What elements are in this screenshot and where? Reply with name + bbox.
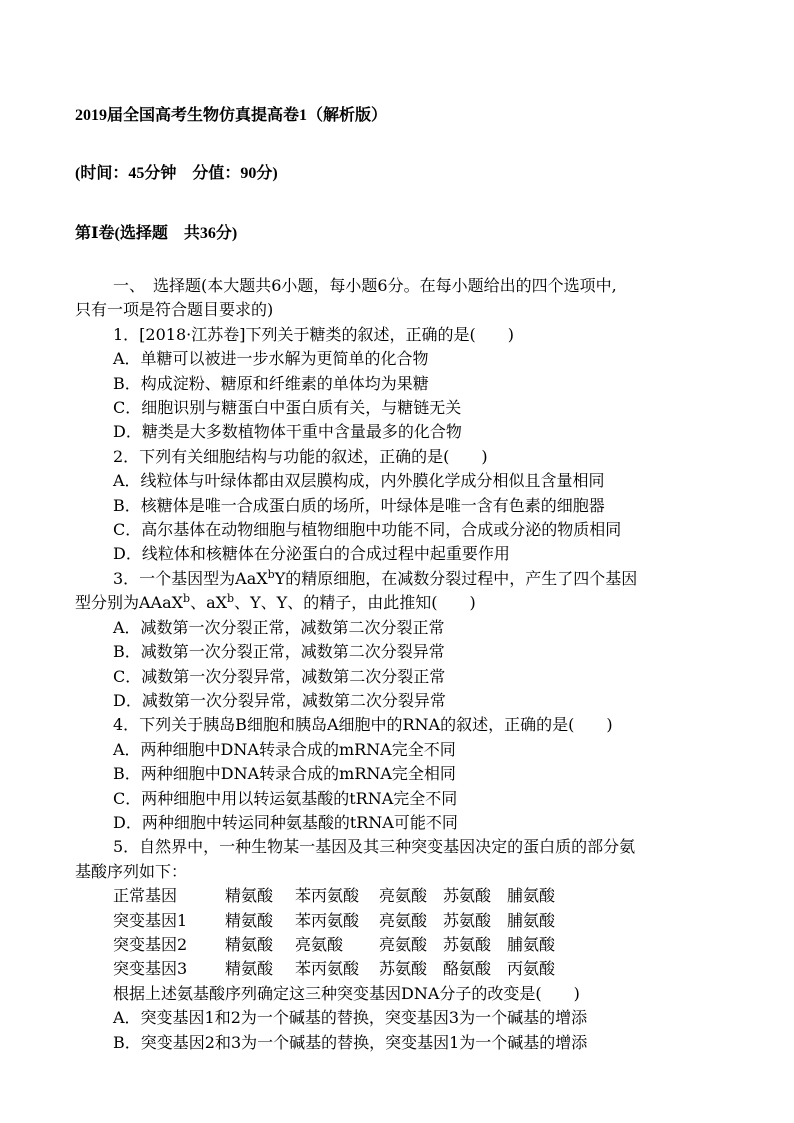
question-2-stem: 2．下列有关细胞结构与功能的叙述，正确的是( ) — [113, 446, 488, 466]
question-1-option-b: B．构成淀粉、糖原和纤维素的单体均为果糖 — [113, 373, 429, 393]
question-3-option-c: C．减数第一次分裂异常，减数第二次分裂正常 — [113, 666, 446, 686]
superscript: b — [183, 592, 191, 606]
question-2-option-d: D．线粒体和核糖体在分泌蛋白的合成过程中起重要作用 — [113, 544, 510, 564]
amino-acid: 酪氨酸 — [443, 959, 492, 979]
amino-acid: 精氨酸 — [225, 910, 274, 930]
superscript: b — [267, 567, 275, 581]
question-4-option-b: B．两种细胞中DNA转录合成的mRNA完全相同 — [113, 764, 456, 784]
question-5-stem-continued: 基酸序列如下： — [75, 861, 188, 881]
amino-acid: 亮氨酸 — [379, 886, 428, 906]
amino-acid: 苏氨酸 — [443, 910, 492, 930]
question-1-stem: 1．[2018·江苏卷]下列关于糖类的叙述，正确的是( ) — [113, 324, 514, 344]
gene-label: 正常基因 — [113, 886, 178, 906]
amino-acid: 脯氨酸 — [507, 886, 556, 906]
gene-label: 突变基因1 — [113, 910, 188, 930]
question-5-option-b: B．突变基因2和3为一个碱基的替换，突变基因1为一个碱基的增添 — [113, 1032, 588, 1052]
superscript: b — [227, 592, 235, 606]
gene-label: 突变基因3 — [113, 959, 188, 979]
amino-acid: 精氨酸 — [225, 934, 274, 954]
question-1-option-c: C．细胞识别与糖蛋白中蛋白质有关，与糖链无关 — [113, 398, 462, 418]
question-5-question: 根据上述氨基酸序列确定这三种突变基因DNA分子的改变是( ) — [113, 983, 580, 1003]
document-title: 2019届全国高考生物仿真提高卷1（解析版） — [75, 107, 388, 124]
question-2-option-b: B．核糖体是唯一合成蛋白质的场所，叶绿体是唯一含有色素的细胞器 — [113, 495, 605, 515]
amino-acid: 苯丙氨酸 — [295, 959, 360, 979]
amino-acid: 丙氨酸 — [507, 959, 556, 979]
amino-acid: 亮氨酸 — [379, 910, 428, 930]
question-1-option-a: A．单糖可以被进一步水解为更简单的化合物 — [113, 349, 429, 369]
question-4-option-c: C．两种细胞中用以转运氨基酸的tRNA完全不同 — [113, 788, 458, 808]
question-3-option-d: D．减数第一次分裂异常，减数第二次分裂异常 — [113, 690, 446, 710]
question-5-stem: 5．自然界中，一种生物某一基因及其三种突变基因决定的蛋白质的部分氨 — [113, 837, 636, 857]
question-body — [75, 274, 735, 1055]
question-3-option-b: B．减数第一次分裂正常，减数第二次分裂异常 — [113, 642, 445, 662]
amino-acid-row — [75, 909, 735, 933]
amino-acid: 苏氨酸 — [443, 886, 492, 906]
section-heading: 第Ⅰ卷(选择题 共36分) — [75, 225, 238, 242]
amino-acid: 精氨酸 — [225, 886, 274, 906]
question-5-option-a: A．突变基因1和2为一个碱基的替换，突变基因3为一个碱基的增添 — [113, 1008, 588, 1028]
amino-acid: 亮氨酸 — [379, 934, 428, 954]
question-4-stem: 4．下列关于胰岛B细胞和胰岛A细胞中的RNA的叙述，正确的是( ) — [113, 715, 613, 735]
question-3-stem-continued: 型分别为AAaX$^b$、$aX^b$、Y、Y、的精子，由此推知( ) — [75, 592, 476, 613]
amino-acid-row — [75, 933, 735, 957]
amino-acid-row — [75, 884, 735, 908]
question-3-option-a: A．减数第一次分裂正常，减数第二次分裂正常 — [113, 617, 445, 637]
amino-acid: 苯丙氨酸 — [295, 886, 360, 906]
question-2-option-c: C．高尔基体在动物细胞与植物细胞中功能不同，合成或分泌的物质相同 — [113, 520, 622, 540]
amino-acid: 苯丙氨酸 — [295, 910, 360, 930]
question-4-option-d: D．两种细胞中转运同种氨基酸的tRNA可能不同 — [113, 812, 458, 832]
amino-acid: 苏氨酸 — [443, 934, 492, 954]
question-1-option-d: D．糖类是大多数植物体干重中含量最多的化合物 — [113, 422, 462, 442]
amino-acid: 苏氨酸 — [379, 959, 428, 979]
amino-acid: 亮氨酸 — [295, 934, 344, 954]
exam-meta: (时间：45分钟 分值：90分) — [75, 165, 278, 182]
gene-label: 突变基因2 — [113, 934, 188, 954]
instructions-line: 只有一项是符合题目要求的) — [75, 300, 274, 320]
question-3-stem: 3．一个基因型为AaX$^b$Y的精原细胞，在减数分裂过程中，产生了四个基因 — [113, 567, 638, 588]
question-4-option-a: A．两种细胞中DNA转录合成的mRNA完全不同 — [113, 739, 456, 759]
amino-acid: 精氨酸 — [225, 959, 274, 979]
amino-acid: 脯氨酸 — [507, 934, 556, 954]
amino-acid-row — [75, 957, 735, 981]
amino-acid: 脯氨酸 — [507, 910, 556, 930]
question-2-option-a: A．线粒体与叶绿体都由双层膜构成，内外膜化学成分相似且含量相同 — [113, 471, 605, 491]
instructions-line: 一、 选择题(本大题共6小题，每小题6分。在每小题给出的四个选项中, — [113, 276, 617, 295]
